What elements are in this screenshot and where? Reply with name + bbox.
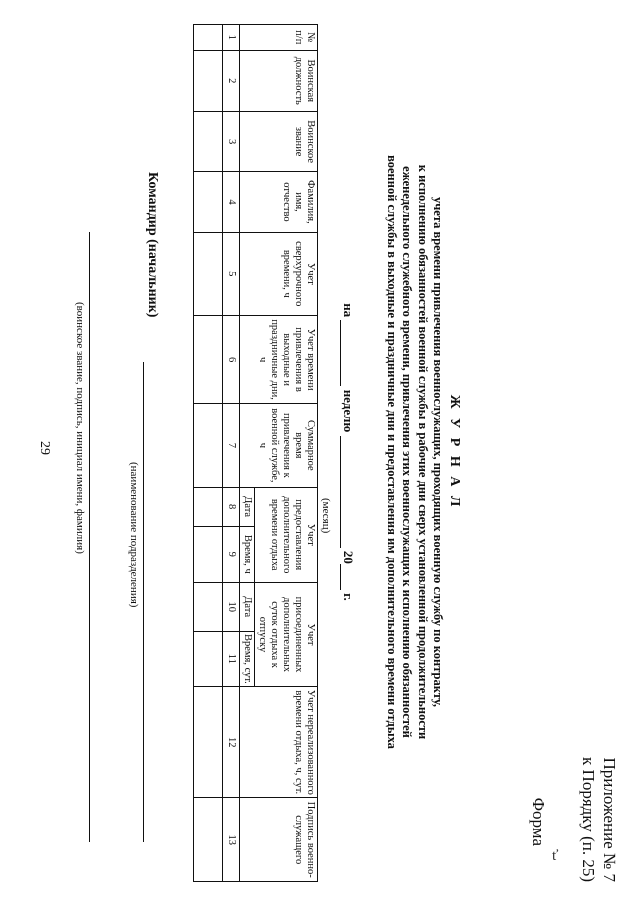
column-number: 5 [223, 232, 240, 315]
month-blank[interactable] [340, 436, 341, 548]
header-cell-full-name: Фамилия, имя, отчество [240, 172, 318, 232]
annex-order-ref: к Порядку (п. 25) [579, 757, 598, 882]
signature-line[interactable] [89, 232, 90, 842]
journal-title: Ж У Р Н А Л [447, 394, 462, 510]
page-number: 29 [37, 441, 52, 455]
column-number: 4 [223, 172, 240, 232]
column-number: 9 [223, 526, 240, 582]
annex-reference [578, 757, 620, 882]
rotated-form-page [20, 22, 620, 882]
column-number: 8 [223, 487, 240, 526]
blank-entry-row [194, 25, 223, 882]
period-year-prefix: 20 [341, 550, 356, 564]
column-number: 1 [223, 25, 240, 51]
blank-cell[interactable] [194, 172, 223, 232]
header-cell-unused-rest: Учет нереализованного времени отдыха, ч, сут. [240, 687, 318, 798]
column-number: 11 [223, 631, 240, 687]
blank-cell[interactable] [194, 582, 223, 631]
blank-cell[interactable] [194, 687, 223, 798]
column-number: 12 [223, 687, 240, 798]
header-cell-number: № п/п [240, 25, 318, 51]
subheader-cell-date: Дата [240, 487, 255, 526]
header-line-1: учета времени привлечения военнослужащих, проходящих военную службу по контракту, [431, 196, 446, 708]
period-week-word: неделю [341, 389, 356, 433]
column-number: 7 [223, 404, 240, 487]
header-cell-vacation-days: Учет присоединенных дополнительных суток отдыха к отпуску [255, 582, 318, 686]
blank-cell[interactable] [194, 232, 223, 315]
header-line-4: военной службы в выходные и праздничные дни и предоставления им дополнительного времени отдыха [385, 155, 399, 749]
period-line [340, 22, 356, 882]
scan-mark: ť [552, 848, 559, 864]
blank-cell[interactable] [194, 112, 223, 172]
header-cell-rank: Воинское звание [240, 112, 318, 172]
signature-hint: (воинское звание, подпись, инициал имени, фамилия) [74, 302, 86, 554]
year-blank[interactable] [340, 564, 341, 590]
header-cell-overtime: Учет сверхурочного времени, ч [240, 232, 318, 315]
annex-number: Приложение № 7 [600, 757, 619, 882]
blank-cell[interactable] [194, 25, 223, 51]
header-cell-position: Воинская должность [240, 50, 318, 112]
header-cell-weekend-hours: Учет времени привлечения в выходные и праздничные дни, ч [240, 316, 318, 404]
header-cell-total-hours: Суммарное время привлечения к военной службе, ч [240, 404, 318, 487]
header-line-3: еженедельного служебного времени, привлечения этих военнослужащих к исполнению обязанностей [400, 166, 415, 738]
column-number: 10 [223, 582, 240, 631]
blank-cell[interactable] [194, 631, 223, 687]
subheader-cell-hours: Время, ч [240, 526, 255, 582]
subheader-cell-days: Время, сут. [240, 631, 255, 687]
column-number: 2 [223, 50, 240, 112]
blank-cell[interactable] [194, 50, 223, 112]
journal-header [384, 22, 463, 882]
header-cell-extra-rest: Учет предоставления дополнительного времени отдыха [255, 487, 318, 582]
commander-label: Командир (начальник) [145, 172, 160, 318]
header-cell-signature: Подпись военно-служащего [240, 798, 318, 882]
blank-cell[interactable] [194, 316, 223, 404]
period-year-suffix: г. [341, 593, 356, 601]
blank-cell[interactable] [194, 487, 223, 526]
blank-cell[interactable] [194, 798, 223, 882]
header-line-2: к исполнению обязанностей военной службы в рабочие дни сверх установленной продолжительности [416, 164, 430, 740]
unit-name-hint: (наименование подразделения) [128, 462, 140, 608]
blank-cell[interactable] [194, 404, 223, 487]
column-number: 3 [223, 112, 240, 172]
unit-name-line[interactable] [143, 362, 144, 842]
subheader-cell-date: Дата [240, 582, 255, 631]
column-number: 13 [223, 798, 240, 882]
month-hint: (месяц) [320, 498, 332, 534]
column-number: 6 [223, 316, 240, 404]
column-number-row [223, 25, 240, 882]
week-blank[interactable] [340, 320, 341, 386]
form-label: Форма [529, 797, 548, 846]
blank-cell[interactable] [194, 526, 223, 582]
period-prefix: на [341, 303, 356, 318]
journal-table [193, 24, 318, 882]
